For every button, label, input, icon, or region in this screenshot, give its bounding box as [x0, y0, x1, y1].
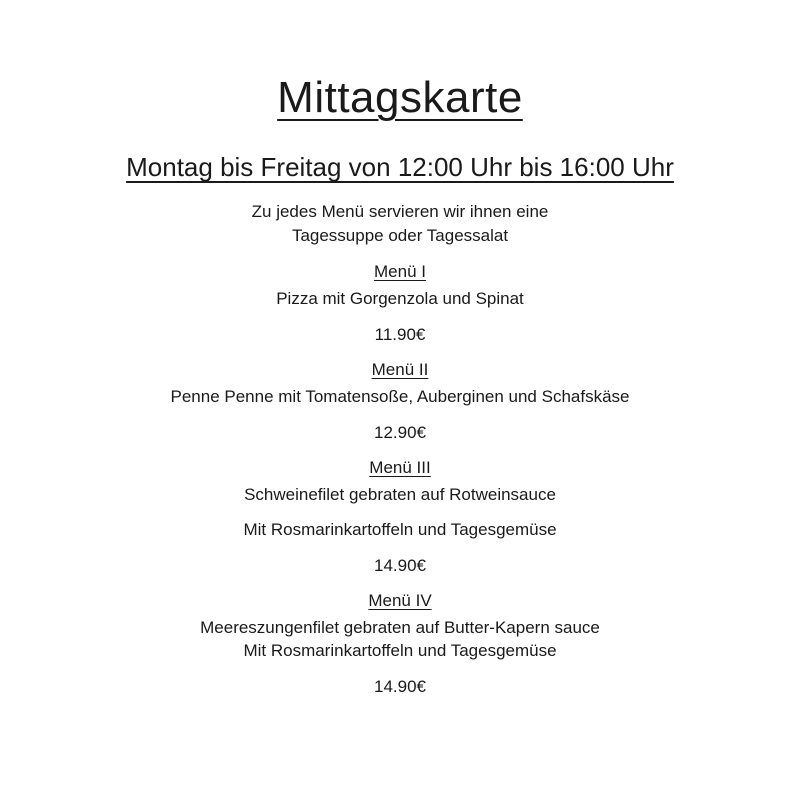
menu-4-price: 14.90€: [374, 677, 426, 696]
menu-intro-line1: Zu jedes Menü servieren wir ihnen eine: [251, 202, 549, 221]
menu-3-description-2: Mit Rosmarinkartoffeln und Tagesgemüse: [243, 520, 557, 539]
menu-1-heading: Menü I: [374, 262, 426, 281]
menu-4-heading: Menü IV: [368, 591, 432, 610]
menu-2-description: Penne Penne mit Tomatensoße, Auberginen und Schafskäse: [170, 387, 630, 406]
menu-3-price: 14.90€: [374, 556, 426, 575]
menu-4-description: Meereszungenfilet gebraten auf Butter-Kapern sauce: [200, 618, 600, 637]
menu-1-description: Pizza mit Gorgenzola und Spinat: [276, 289, 524, 308]
menu-1-price: 11.90€: [374, 325, 426, 344]
menu-3-description: Schweinefilet gebraten auf Rotweinsauce: [244, 485, 556, 504]
menu-schedule: Montag bis Freitag von 12:00 Uhr bis 16:00 Uhr: [126, 152, 674, 182]
menu-4-description-2: Mit Rosmarinkartoffeln und Tagesgemüse: [243, 641, 557, 660]
menu-3-heading: Menü III: [369, 458, 431, 477]
menu-section-2: [0, 359, 800, 444]
menu-2-heading: Menü II: [371, 360, 429, 379]
menu-section-3: [0, 457, 800, 577]
menu-intro-line2: Tagessuppe oder Tagessalat: [291, 226, 509, 245]
menu-section-4: [0, 590, 800, 698]
menu-section-1: [0, 261, 800, 346]
menu-2-price: 12.90€: [374, 423, 426, 442]
menu-intro: [0, 200, 800, 248]
menu-title: Mittagskarte: [277, 73, 523, 122]
